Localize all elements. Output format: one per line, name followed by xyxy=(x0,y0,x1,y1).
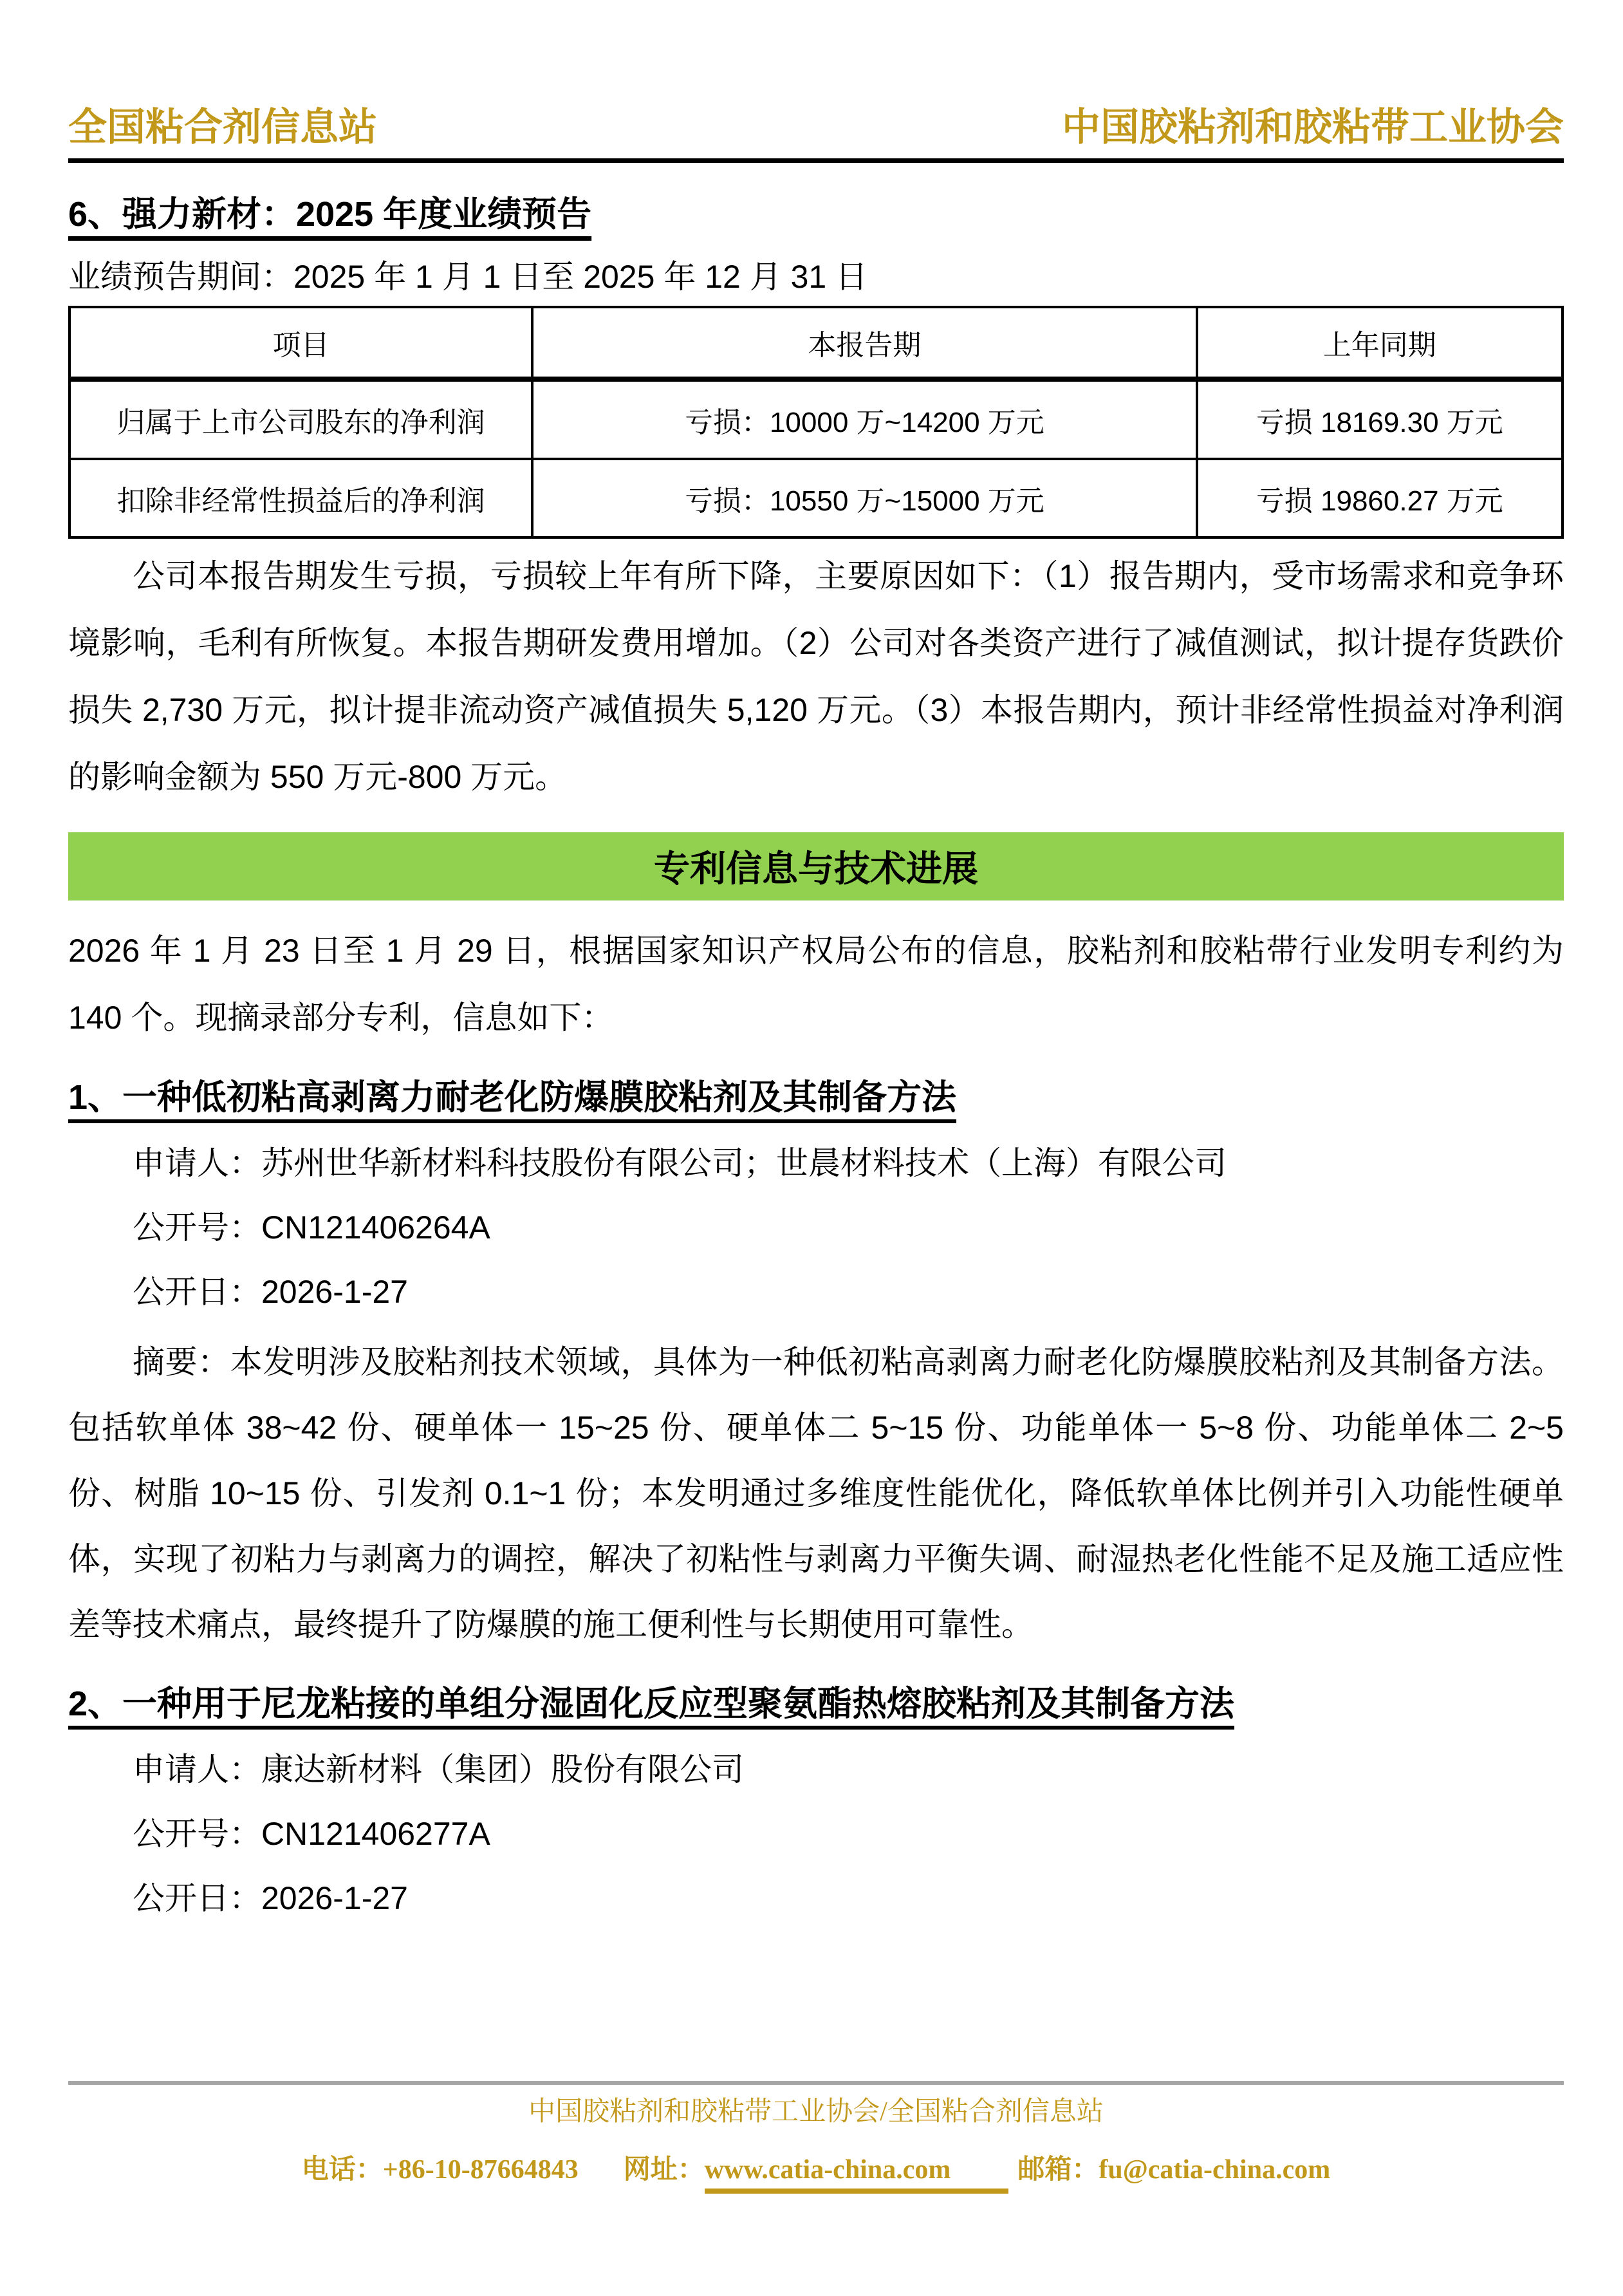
footer-website-link[interactable]: www.catia-china.com xyxy=(705,2155,1009,2194)
results-table xyxy=(68,306,1564,539)
patent-2-publication-date: 公开日：2026-1-27 xyxy=(133,1880,408,1916)
patents-intro-paragraph: 2026 年 1 月 23 日至 1 月 29 日，根据国家知识产权局公布的信息，胶粘剂和胶粘带行业发明专利约为 140 个。现摘录部分专利，信息如下： xyxy=(68,933,1564,1036)
table-header-current-period: 本报告期 xyxy=(532,307,1196,379)
table-header-row xyxy=(70,307,1563,379)
table-cell: 亏损：10550 万~15000 万元 xyxy=(532,459,1196,537)
table-cell: 归属于上市公司股东的净利润 xyxy=(70,379,532,459)
table-header-item: 项目 xyxy=(70,307,532,379)
footer-contact-line xyxy=(68,2153,1564,2187)
patents-banner-title: 专利信息与技术进展 xyxy=(654,848,978,889)
table-header-prior-period: 上年同期 xyxy=(1197,307,1563,379)
patent-1-abstract: 摘要：本发明涉及胶粘剂技术领域，具体为一种低初粘高剥离力耐老化防爆膜胶粘剂及其制备方法。包括软单体 38~42 份、硬单体一 15~25 份、硬单体二 5~15 份、功能单体一 5~8 份、功能单体二 2~5 份、树脂 10~15 份、引发剂 0.1~1 份；本发明通过多维度性能优化，降低软单体比例并引入功能性硬单体，实现了初粘力与剥离力的调控，解决了初粘性与剥离力平衡失调、耐湿热老化性能不足及施工适应性差等技术痛点，最终提升了防爆膜的施工便利性与长期使用可靠性。 xyxy=(68,1344,1564,1643)
masthead xyxy=(68,103,1564,163)
footer-phone: 电话：+86-10-87664843 xyxy=(301,2155,579,2185)
loss-analysis-paragraph: 公司本报告期发生亏损，亏损较上年有所下降，主要原因如下：（1）报告期内，受市场需求和竞争环境影响，毛利有所恢复。本报告期研发费用增加。（2）公司对各类资产进行了减值测试，拟计提存货跌价损失 2,730 万元，拟计提非流动资产减值损失 5,120 万元。（3）本报告期内，预计非经常性损益对净利润的影响金额为 550 万元-800 万元。 xyxy=(68,558,1564,795)
patent-1-heading: 1、一种低初粘高剥离力耐老化防爆膜胶粘剂及其制备方法 xyxy=(68,1078,957,1117)
table-cell: 扣除非经常性损益后的净利润 xyxy=(70,459,532,537)
table-row xyxy=(70,379,1563,459)
page-footer xyxy=(68,2081,1564,2187)
footer-website-label: 网址： xyxy=(623,2155,705,2185)
patent-1-publication-date: 公开日：2026-1-27 xyxy=(133,1274,408,1310)
table-cell: 亏损：10000 万~14200 万元 xyxy=(532,379,1196,459)
patent-1-details xyxy=(133,1131,1564,1324)
patent-2-heading: 2、一种用于尼龙粘接的单组分湿固化反应型聚氨酯热熔胶粘剂及其制备方法 xyxy=(68,1685,1235,1723)
forecast-period-line: 业绩预告期间：2025 年 1 月 1 日至 2025 年 12 月 31 日 xyxy=(68,259,868,295)
patent-2-publication-number: 公开号：CN121406277A xyxy=(133,1816,490,1852)
patent-2-details xyxy=(133,1737,1564,1930)
patents-section-banner xyxy=(68,832,1564,901)
footer-org-line: 中国胶粘剂和胶粘带工业协会/全国粘合剂信息站 xyxy=(528,2097,1104,2127)
patent-1-applicant: 申请人：苏州世华新材料科技股份有限公司；世晨材料技术（上海）有限公司 xyxy=(133,1145,1227,1181)
patent-2-applicant: 申请人：康达新材料（集团）股份有限公司 xyxy=(133,1751,744,1787)
masthead-left-title: 全国粘合剂信息站 xyxy=(68,106,377,149)
section6-heading: 6、强力新材：2025 年度业绩预告 xyxy=(68,195,592,234)
table-row xyxy=(70,459,1563,537)
masthead-right-title: 中国胶粘剂和胶粘带工业协会 xyxy=(1062,106,1564,149)
table-cell: 亏损 19860.27 万元 xyxy=(1197,459,1563,537)
patent-1-publication-number: 公开号：CN121406264A xyxy=(133,1209,490,1246)
footer-email: 邮箱：fu@catia-china.com xyxy=(1017,2155,1331,2185)
table-cell: 亏损 18169.30 万元 xyxy=(1197,379,1563,459)
